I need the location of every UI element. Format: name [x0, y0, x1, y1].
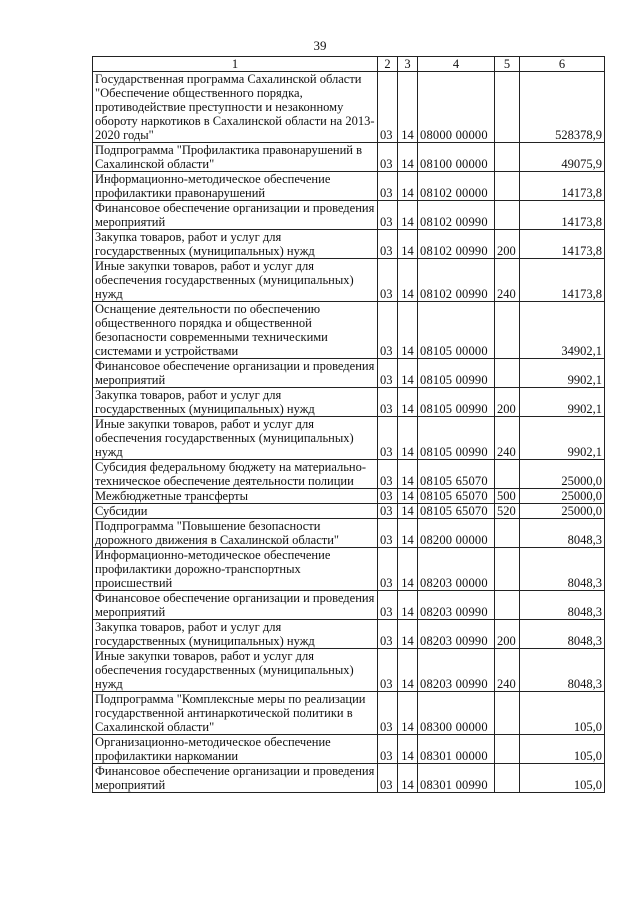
table-row — [93, 692, 605, 735]
row-target-article: 08203 00990 — [418, 649, 495, 692]
row-section: 03 — [378, 388, 398, 417]
row-target-article: 08200 00000 — [418, 519, 495, 548]
row-target-article: 08102 00990 — [418, 230, 495, 259]
row-target-article: 08000 00000 — [418, 72, 495, 143]
row-section: 03 — [378, 504, 398, 519]
row-section: 03 — [378, 143, 398, 172]
row-target-article: 08203 00000 — [418, 548, 495, 591]
row-target-article: 08105 65070 — [418, 504, 495, 519]
row-subsection: 14 — [398, 519, 418, 548]
header-col-1: 1 — [93, 57, 378, 72]
row-target-article: 08105 00990 — [418, 359, 495, 388]
row-subsection: 14 — [398, 259, 418, 302]
header-col-6: 6 — [520, 57, 605, 72]
row-name: Финансовое обеспечение организации и проведения мероприятий — [93, 201, 378, 230]
table-row — [93, 460, 605, 489]
row-expense-type: 200 — [495, 620, 520, 649]
row-name: Субсидия федеральному бюджету на материально-техническое обеспечение деятельности полиции — [93, 460, 378, 489]
row-subsection: 14 — [398, 649, 418, 692]
row-section: 03 — [378, 591, 398, 620]
row-expense-type: 240 — [495, 649, 520, 692]
row-name: Закупка товаров, работ и услуг для государственных (муниципальных) нужд — [93, 230, 378, 259]
row-subsection: 14 — [398, 72, 418, 143]
row-target-article: 08300 00000 — [418, 692, 495, 735]
row-subsection: 14 — [398, 620, 418, 649]
row-expense-type — [495, 302, 520, 359]
row-name: Оснащение деятельности по обеспечению общественного порядка и общественной безопасности современными техническими системами и устройствами — [93, 302, 378, 359]
row-subsection: 14 — [398, 548, 418, 591]
row-target-article: 08102 00000 — [418, 172, 495, 201]
row-target-article: 08102 00990 — [418, 259, 495, 302]
row-subsection: 14 — [398, 504, 418, 519]
row-amount: 8048,3 — [520, 649, 605, 692]
header-col-3: 3 — [398, 57, 418, 72]
row-name: Подпрограмма "Повышение безопасности дорожного движения в Сахалинской области" — [93, 519, 378, 548]
row-target-article: 08105 65070 — [418, 460, 495, 489]
row-target-article: 08105 65070 — [418, 489, 495, 504]
row-section: 03 — [378, 620, 398, 649]
budget-table — [92, 56, 605, 793]
row-section: 03 — [378, 172, 398, 201]
row-amount: 105,0 — [520, 692, 605, 735]
row-amount: 105,0 — [520, 764, 605, 793]
row-subsection: 14 — [398, 692, 418, 735]
row-expense-type — [495, 143, 520, 172]
row-expense-type — [495, 548, 520, 591]
row-section: 03 — [378, 649, 398, 692]
table-row — [93, 649, 605, 692]
row-expense-type: 240 — [495, 259, 520, 302]
row-amount: 14173,8 — [520, 201, 605, 230]
row-subsection: 14 — [398, 417, 418, 460]
row-section: 03 — [378, 735, 398, 764]
row-name: Финансовое обеспечение организации и проведения мероприятий — [93, 591, 378, 620]
row-expense-type — [495, 359, 520, 388]
row-amount: 14173,8 — [520, 172, 605, 201]
row-expense-type — [495, 692, 520, 735]
row-amount: 25000,0 — [520, 460, 605, 489]
table-row — [93, 548, 605, 591]
row-name: Иные закупки товаров, работ и услуг для обеспечения государственных (муниципальных) нужд — [93, 259, 378, 302]
row-subsection: 14 — [398, 143, 418, 172]
row-section: 03 — [378, 519, 398, 548]
row-target-article: 08105 00990 — [418, 417, 495, 460]
row-section: 03 — [378, 201, 398, 230]
row-expense-type — [495, 172, 520, 201]
row-name: Информационно-методическое обеспечение профилактики дорожно-транспортных происшествий — [93, 548, 378, 591]
row-expense-type — [495, 764, 520, 793]
row-section: 03 — [378, 302, 398, 359]
row-amount: 49075,9 — [520, 143, 605, 172]
row-name: Межбюджетные трансферты — [93, 489, 378, 504]
row-amount: 14173,8 — [520, 230, 605, 259]
row-amount: 9902,1 — [520, 417, 605, 460]
row-name: Государственная программа Сахалинской области "Обеспечение общественного порядка, противодействие преступности и незаконному обороту наркотиков в Сахалинской области на 2013-2020 годы" — [93, 72, 378, 143]
row-expense-type: 500 — [495, 489, 520, 504]
table-row — [93, 591, 605, 620]
row-section: 03 — [378, 230, 398, 259]
row-expense-type: 520 — [495, 504, 520, 519]
table-header-row — [93, 57, 605, 72]
row-name: Финансовое обеспечение организации и проведения мероприятий — [93, 764, 378, 793]
row-subsection: 14 — [398, 764, 418, 793]
row-subsection: 14 — [398, 591, 418, 620]
table-row — [93, 72, 605, 143]
row-expense-type: 240 — [495, 417, 520, 460]
row-amount: 8048,3 — [520, 620, 605, 649]
row-expense-type — [495, 460, 520, 489]
row-expense-type — [495, 735, 520, 764]
row-section: 03 — [378, 548, 398, 591]
row-name: Финансовое обеспечение организации и проведения мероприятий — [93, 359, 378, 388]
row-name: Информационно-методическое обеспечение профилактики правонарушений — [93, 172, 378, 201]
table-row — [93, 620, 605, 649]
row-subsection: 14 — [398, 388, 418, 417]
row-section: 03 — [378, 764, 398, 793]
row-expense-type — [495, 519, 520, 548]
table-row — [93, 201, 605, 230]
row-section: 03 — [378, 417, 398, 460]
row-amount: 528378,9 — [520, 72, 605, 143]
row-target-article: 08203 00990 — [418, 591, 495, 620]
table-row — [93, 519, 605, 548]
row-section: 03 — [378, 259, 398, 302]
page-number: 39 — [313, 38, 327, 53]
row-expense-type: 200 — [495, 230, 520, 259]
row-target-article: 08102 00990 — [418, 201, 495, 230]
table-row — [93, 302, 605, 359]
table-row — [93, 143, 605, 172]
row-section: 03 — [378, 460, 398, 489]
row-expense-type — [495, 201, 520, 230]
table-row — [93, 417, 605, 460]
row-amount: 34902,1 — [520, 302, 605, 359]
row-amount: 14173,8 — [520, 259, 605, 302]
header-col-2: 2 — [378, 57, 398, 72]
row-name: Закупка товаров, работ и услуг для государственных (муниципальных) нужд — [93, 620, 378, 649]
row-name: Субсидии — [93, 504, 378, 519]
row-section: 03 — [378, 359, 398, 388]
row-subsection: 14 — [398, 201, 418, 230]
row-amount: 25000,0 — [520, 489, 605, 504]
row-section: 03 — [378, 489, 398, 504]
row-subsection: 14 — [398, 460, 418, 489]
row-amount: 8048,3 — [520, 591, 605, 620]
row-subsection: 14 — [398, 489, 418, 504]
row-section: 03 — [378, 692, 398, 735]
row-expense-type: 200 — [495, 388, 520, 417]
row-name: Иные закупки товаров, работ и услуг для обеспечения государственных (муниципальных) нужд — [93, 649, 378, 692]
row-target-article: 08301 00000 — [418, 735, 495, 764]
header-col-4: 4 — [418, 57, 495, 72]
row-amount: 105,0 — [520, 735, 605, 764]
row-amount: 9902,1 — [520, 388, 605, 417]
row-name: Иные закупки товаров, работ и услуг для обеспечения государственных (муниципальных) нужд — [93, 417, 378, 460]
row-subsection: 14 — [398, 172, 418, 201]
table-row — [93, 735, 605, 764]
row-amount: 9902,1 — [520, 359, 605, 388]
row-amount: 8048,3 — [520, 519, 605, 548]
table-row — [93, 764, 605, 793]
row-subsection: 14 — [398, 359, 418, 388]
table-row — [93, 504, 605, 519]
table-row — [93, 489, 605, 504]
table-row — [93, 172, 605, 201]
row-expense-type — [495, 72, 520, 143]
row-target-article: 08301 00990 — [418, 764, 495, 793]
row-target-article: 08203 00990 — [418, 620, 495, 649]
row-subsection: 14 — [398, 735, 418, 764]
row-target-article: 08100 00000 — [418, 143, 495, 172]
row-name: Подпрограмма "Комплексные меры по реализации государственной антинаркотической политики в Сахалинской области" — [93, 692, 378, 735]
table-row — [93, 259, 605, 302]
table-row — [93, 359, 605, 388]
row-target-article: 08105 00990 — [418, 388, 495, 417]
row-name: Организационно-методическое обеспечение профилактики наркомании — [93, 735, 378, 764]
table-row — [93, 230, 605, 259]
row-subsection: 14 — [398, 302, 418, 359]
table-row — [93, 388, 605, 417]
row-name: Подпрограмма "Профилактика правонарушений в Сахалинской области" — [93, 143, 378, 172]
row-target-article: 08105 00000 — [418, 302, 495, 359]
row-amount: 25000,0 — [520, 504, 605, 519]
row-expense-type — [495, 591, 520, 620]
row-name: Закупка товаров, работ и услуг для государственных (муниципальных) нужд — [93, 388, 378, 417]
row-section: 03 — [378, 72, 398, 143]
row-amount: 8048,3 — [520, 548, 605, 591]
header-col-5: 5 — [495, 57, 520, 72]
row-subsection: 14 — [398, 230, 418, 259]
